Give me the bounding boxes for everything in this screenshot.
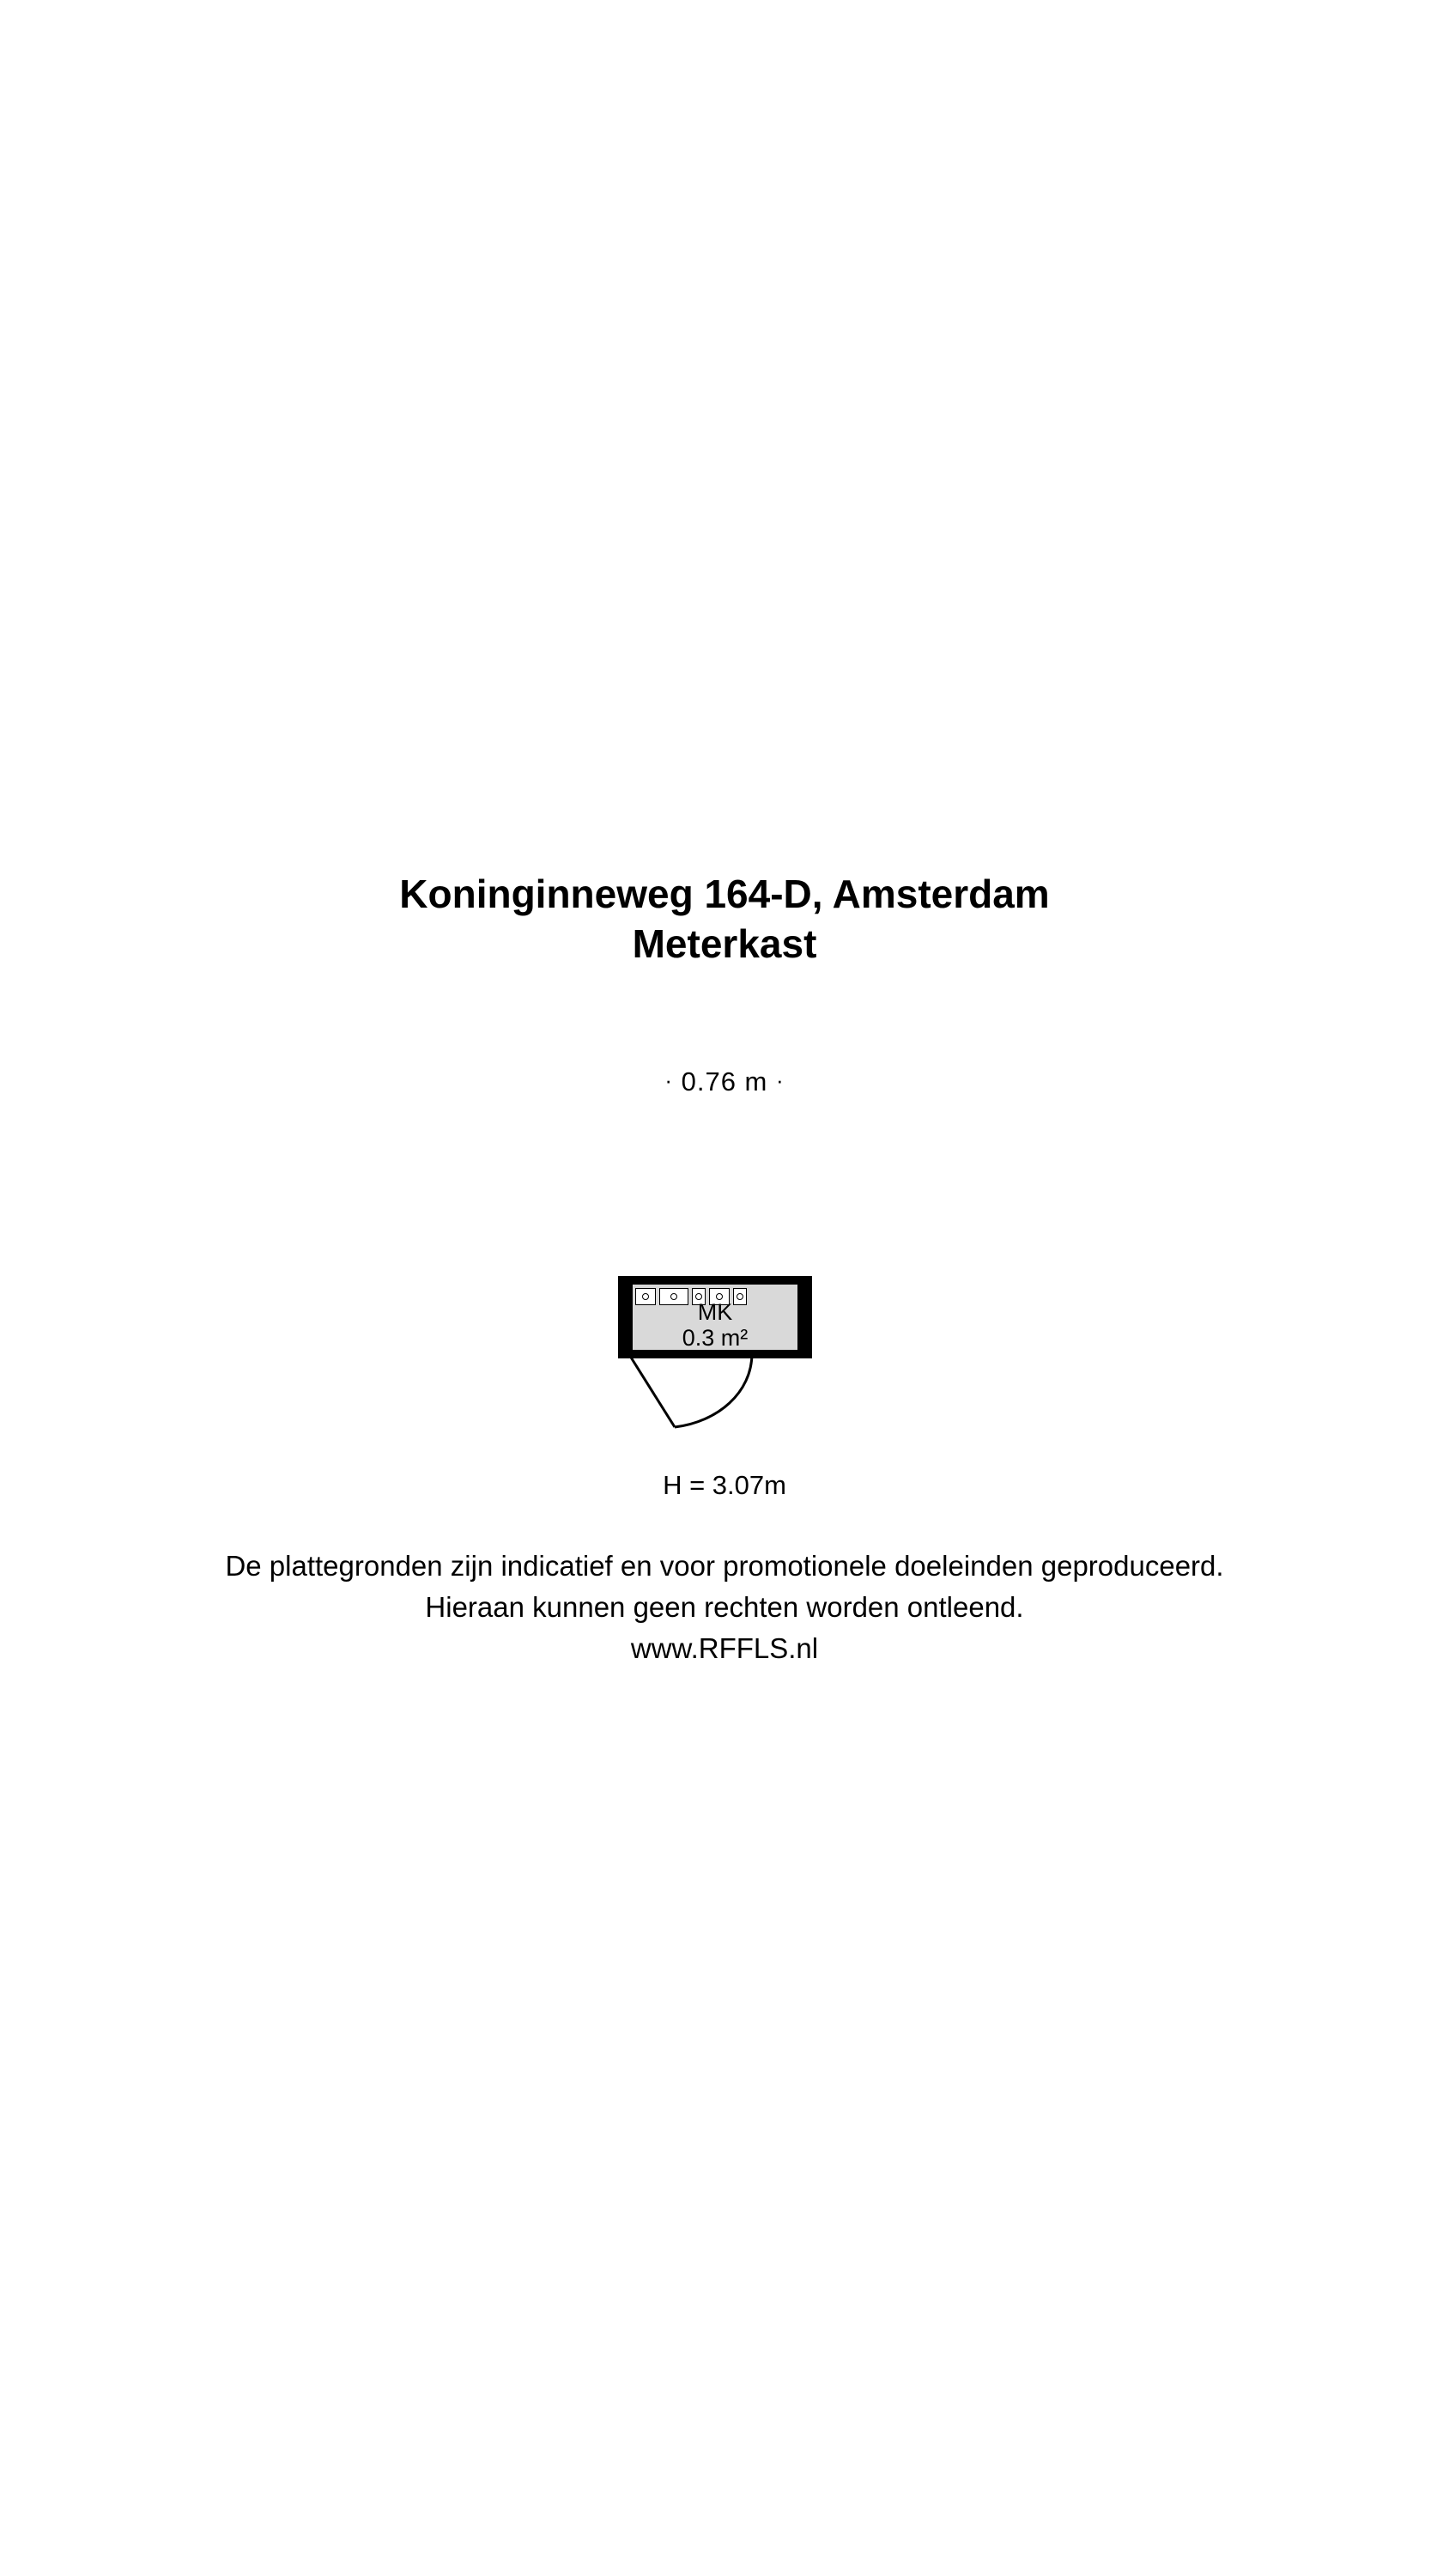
title-address: Koninginneweg 164-D, Amsterdam	[399, 872, 1050, 916]
page-title	[0, 869, 1449, 969]
room-name-label: MK	[697, 1299, 733, 1325]
dimension-tick-right: ·	[776, 1067, 785, 1093]
disclaimer-line-1: De plattegronden zijn indicatief en voor promotionele doeleinden geproduceerd.	[225, 1550, 1224, 1582]
ceiling-height-note: H = 3.07m	[663, 1470, 786, 1500]
dimension-tick-left: ·	[664, 1067, 673, 1093]
door-swing-icon	[623, 1352, 786, 1431]
floorplan-drawing	[618, 1276, 812, 1381]
title-room: Meterkast	[632, 921, 817, 966]
dimension-top-width	[0, 1066, 1449, 1097]
disclaimer-line-2: Hieraan kunnen geen rechten worden ontleend.	[425, 1591, 1024, 1623]
disclaimer-block	[0, 1546, 1449, 1669]
dimension-top-width-label: 0.76 m	[681, 1066, 768, 1097]
disclaimer-website: www.RFFLS.nl	[630, 1632, 819, 1664]
room-area-label: 0.3 m²	[682, 1325, 749, 1351]
